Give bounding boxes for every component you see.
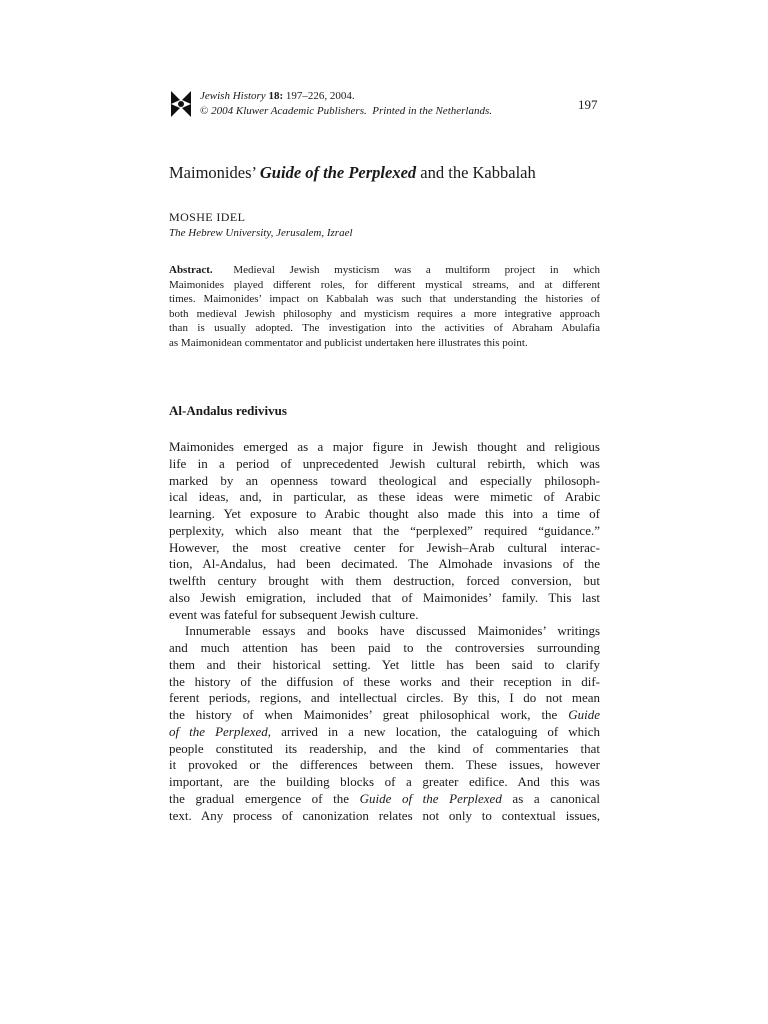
paragraph-2-line: it provoked or the differences between them. These issues, however — [169, 757, 600, 773]
paragraph-2-line: of the Perplexed, arrived in a new location, the cataloguing of which — [169, 723, 601, 739]
paragraph-2-line: and much attention has been paid to the controversies surrounding — [169, 640, 600, 655]
copyright-symbol: © — [200, 105, 209, 117]
abstract-line: Maimonides played different roles, for different mystical streams, and at different — [169, 278, 600, 291]
paragraph-2-line: the history of the diffusion of these works and their reception in dif- — [169, 673, 600, 689]
page-number: 197 — [578, 97, 598, 112]
journal-volume: 18: — [268, 90, 284, 102]
paragraph-2-line: the history of when Maimonides’ great philosophical work, the Guide — [169, 707, 600, 722]
abstract-line: than is usually adopted. The investigation into the activities of Abraham Abulafia — [169, 322, 600, 334]
paragraph-2-line: them and their historical setting. Yet little has been said to clarify — [169, 656, 600, 672]
paragraph-2-line: important, are the building blocks of a greater edifice. And this was — [169, 774, 600, 789]
title-prefix: Maimonides’ — [169, 163, 256, 182]
copyright-year: 2004 — [211, 105, 234, 117]
paragraph-2-line: the gradual emergence of the Guide of the Perplexed as a canonical — [169, 790, 601, 806]
section-heading: Al-Andalus redivivus — [169, 403, 287, 418]
paragraph-2-line: ferent periods, regions, and intellectual circles. By this, I do not mean — [169, 690, 600, 706]
printed-location: Printed in the Netherlands. — [372, 105, 492, 117]
body-text — [169, 439, 600, 824]
paragraph-1-line: ical ideas, and, in particular, as these ideas were mimetic of Arabic — [169, 489, 600, 505]
paragraph-2-line: people constituted its readership, and the kind of commentaries that — [169, 740, 600, 756]
title-suffix: and the Kabbalah — [420, 163, 536, 182]
paragraph-1-line: also Jewish emigration, included that of Maimonides’ family. This last — [169, 589, 600, 605]
article-title — [169, 163, 536, 183]
paragraph-1-line: perplexity, which also meant that the “perplexed” required “guidance.” — [169, 522, 600, 538]
paragraph-2-line: text. Any process of canonization relates not only to contextual issues, — [169, 807, 600, 823]
paragraph-1-line: event was fateful for subsequent Jewish culture. — [169, 606, 419, 622]
paragraph-1-line: tion, Al-Andalus, had been decimated. The Almohade invasions of the — [169, 556, 600, 572]
author-affiliation: The Hebrew University, Jerusalem, Izrael — [169, 227, 353, 239]
journal-name: Jewish History — [200, 90, 266, 102]
journal-pages-year: 197–226, 2004. — [285, 90, 355, 102]
publisher-name: Kluwer Academic Publishers. — [235, 105, 367, 117]
paragraph-1-line: learning. Yet exposure to Arabic thought also made this into a time of — [169, 506, 600, 521]
paragraph-1-line: life in a period of unprecedented Jewish cultural rebirth, which was — [169, 455, 600, 471]
abstract-line: times. Maimonides’ impact on Kabbalah was such that understanding the histories of — [169, 293, 600, 305]
copyright-line — [200, 104, 492, 118]
paragraph-1-line: twelfth century brought with them destruction, forced conversion, but — [169, 573, 600, 588]
abstract-line: both medieval Jewish philosophy and mysticism requires a more integrative approach — [169, 307, 600, 320]
paragraph-2-line: Innumerable essays and books have discussed Maimonides’ writings — [185, 623, 600, 639]
abstract-label: Abstract. — [169, 264, 213, 276]
abstract — [169, 263, 600, 350]
abstract-line: as Maimonidean commentator and publicist undertaken here illustrates this point. — [169, 336, 528, 349]
paragraph-1-line: Maimonides emerged as a major figure in Jewish thought and religious — [169, 439, 600, 454]
author-name: MOSHE IDEL — [169, 210, 246, 224]
title-emphasis: Guide of the Perplexed — [259, 163, 417, 182]
paragraph-1-line: marked by an openness toward theological and especially philosoph- — [169, 472, 600, 488]
abstract-line: Abstract. Medieval Jewish mysticism was a multiform project in which — [169, 264, 600, 276]
journal-citation — [200, 89, 355, 103]
paragraph-1-line: However, the most creative center for Jewish–Arab cultural interac- — [169, 539, 600, 555]
kluwer-logo-icon — [169, 91, 193, 117]
